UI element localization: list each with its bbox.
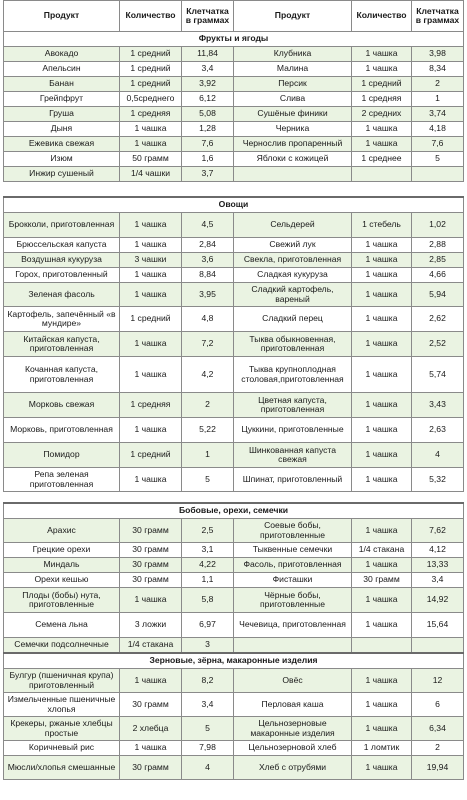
fiber-cell: 2 <box>182 393 234 418</box>
product-cell: Персик <box>234 77 352 92</box>
fiber-cell: 19,94 <box>412 756 464 780</box>
product-cell: Малина <box>234 62 352 77</box>
product-cell: Цветная капуста, приготовленная <box>234 393 352 418</box>
product-cell: Крекеры, ржаные хлебцы простые <box>4 717 120 741</box>
fiber-cell: 1,1 <box>182 573 234 588</box>
product-cell: Цуккини, приготовленные <box>234 418 352 443</box>
product-cell: Дыня <box>4 122 120 137</box>
fiber-cell: 7,6 <box>412 137 464 152</box>
section-gap-cell <box>4 492 464 504</box>
quantity-cell: 1 чашка <box>352 558 412 573</box>
quantity-cell: 1 чашка <box>120 357 182 393</box>
product-cell: Мюсли/хлопья смешанные <box>4 756 120 780</box>
product-cell: Семечки подсолнечные <box>4 638 120 654</box>
product-cell: Фисташки <box>234 573 352 588</box>
product-cell: Сладкая кукуруза <box>234 268 352 283</box>
product-cell: Сельдерей <box>234 213 352 238</box>
product-cell: Свекла, приготовленная <box>234 253 352 268</box>
quantity-cell: 30 грамм <box>120 543 182 558</box>
fiber-cell: 4,12 <box>412 543 464 558</box>
product-cell: Перловая каша <box>234 693 352 717</box>
table-row <box>4 558 464 573</box>
table-row <box>4 669 464 693</box>
fiber-cell: 5,32 <box>412 468 464 492</box>
fiber-cell: 2,63 <box>412 418 464 443</box>
table-row <box>4 543 464 558</box>
header-product-2: Продукт <box>234 1 352 32</box>
fiber-cell: 3,74 <box>412 107 464 122</box>
fiber-cell: 1,6 <box>182 152 234 167</box>
quantity-cell: 1 чашка <box>352 393 412 418</box>
fiber-cell: 3,4 <box>182 693 234 717</box>
product-cell: Зеленая фасоль <box>4 283 120 307</box>
product-cell: Апельсин <box>4 62 120 77</box>
fiber-cell: 6 <box>412 693 464 717</box>
product-cell: Свежий лук <box>234 238 352 253</box>
fiber-cell: 7,6 <box>182 137 234 152</box>
quantity-cell: 1 среднее <box>352 152 412 167</box>
fiber-cell <box>412 638 464 654</box>
table-row <box>4 107 464 122</box>
table-row <box>4 253 464 268</box>
fiber-cell: 8,2 <box>182 669 234 693</box>
quantity-cell: 1 чашка <box>120 137 182 152</box>
table-row <box>4 588 464 613</box>
quantity-cell: 1 средний <box>120 62 182 77</box>
section-header-row <box>4 32 464 47</box>
table-row <box>4 77 464 92</box>
product-cell <box>234 167 352 182</box>
quantity-cell: 1 средняя <box>352 92 412 107</box>
product-cell: Измельченные пшеничные хлопья <box>4 693 120 717</box>
quantity-cell: 1 чашка <box>120 268 182 283</box>
fiber-cell: 7,62 <box>412 519 464 543</box>
table-row <box>4 693 464 717</box>
table-row <box>4 122 464 137</box>
fiber-cell: 5 <box>182 468 234 492</box>
fiber-cell: 13,33 <box>412 558 464 573</box>
product-cell: Чёрные бобы, приготовленные <box>234 588 352 613</box>
product-cell: Орехи кешью <box>4 573 120 588</box>
quantity-cell: 1 стебель <box>352 213 412 238</box>
table-row <box>4 357 464 393</box>
quantity-cell: 30 грамм <box>120 558 182 573</box>
fiber-cell: 6,34 <box>412 717 464 741</box>
quantity-cell: 1 чашка <box>352 756 412 780</box>
fiber-cell: 4,18 <box>412 122 464 137</box>
table-row <box>4 47 464 62</box>
fiber-cell: 8,34 <box>412 62 464 77</box>
table-row <box>4 756 464 780</box>
section-title: Бобовые, орехи, семечки <box>4 503 464 519</box>
fiber-cell: 4 <box>182 756 234 780</box>
quantity-cell: 50 грамм <box>120 152 182 167</box>
table-row <box>4 167 464 182</box>
fiber-cell: 4 <box>412 443 464 468</box>
quantity-cell: 1 чашка <box>352 418 412 443</box>
table-row <box>4 137 464 152</box>
product-cell: Сушёные финики <box>234 107 352 122</box>
header-quantity-2: Количество <box>352 1 412 32</box>
fiber-table <box>3 0 464 780</box>
section-title: Овощи <box>4 197 464 213</box>
quantity-cell: 1 чашка <box>352 47 412 62</box>
product-cell: Банан <box>4 77 120 92</box>
fiber-cell: 5,94 <box>412 283 464 307</box>
table-row <box>4 268 464 283</box>
quantity-cell: 1 средний <box>352 77 412 92</box>
fiber-cell: 12 <box>412 669 464 693</box>
quantity-cell: 1 чашка <box>352 669 412 693</box>
fiber-cell: 14,92 <box>412 588 464 613</box>
quantity-cell: 2 средних <box>352 107 412 122</box>
product-cell: Груша <box>4 107 120 122</box>
product-cell: Тыквенные семечки <box>234 543 352 558</box>
quantity-cell: 1 чашка <box>120 283 182 307</box>
table-row <box>4 213 464 238</box>
product-cell: Тыква обыкновенная, приготовленная <box>234 332 352 357</box>
quantity-cell: 1 чашка <box>352 332 412 357</box>
product-cell <box>234 638 352 654</box>
fiber-cell: 1 <box>182 443 234 468</box>
product-cell: Авокадо <box>4 47 120 62</box>
fiber-cell: 3,95 <box>182 283 234 307</box>
fiber-cell: 3,1 <box>182 543 234 558</box>
quantity-cell: 30 грамм <box>120 693 182 717</box>
fiber-cell: 3,98 <box>412 47 464 62</box>
table-row <box>4 638 464 654</box>
product-cell: Китайская капуста, приготовленная <box>4 332 120 357</box>
fiber-cell: 1,28 <box>182 122 234 137</box>
quantity-cell: 1 чашка <box>120 238 182 253</box>
quantity-cell: 1 чашка <box>120 418 182 443</box>
quantity-cell: 30 грамм <box>120 756 182 780</box>
product-cell: Яблоки с кожицей <box>234 152 352 167</box>
fiber-cell: 7,98 <box>182 741 234 756</box>
fiber-cell: 4,66 <box>412 268 464 283</box>
section-title: Зерновые, зёрна, макаронные изделия <box>4 653 464 669</box>
product-cell: Грейпфрут <box>4 92 120 107</box>
product-cell: Плоды (бобы) нута, приготовленные <box>4 588 120 613</box>
product-cell: Семена льна <box>4 613 120 638</box>
quantity-cell: 1 чашка <box>352 253 412 268</box>
fiber-cell: 1 <box>412 92 464 107</box>
fiber-cell: 2,52 <box>412 332 464 357</box>
quantity-cell: 1 средняя <box>120 107 182 122</box>
quantity-cell: 1 чашка <box>352 283 412 307</box>
product-cell: Морковь, приготовленная <box>4 418 120 443</box>
table-row <box>4 418 464 443</box>
fiber-cell: 2,85 <box>412 253 464 268</box>
section-gap <box>4 182 464 198</box>
product-cell: Цельнозерновые макаронные изделия <box>234 717 352 741</box>
fiber-cell: 6,12 <box>182 92 234 107</box>
product-cell: Шпинат, приготовленный <box>234 468 352 492</box>
product-cell: Сладкий картофель, вареный <box>234 283 352 307</box>
section-gap-cell <box>4 182 464 198</box>
table-row <box>4 283 464 307</box>
table-row <box>4 741 464 756</box>
product-cell: Тыква крупноплодная столовая,приготовленная <box>234 357 352 393</box>
quantity-cell: 1 чашка <box>352 693 412 717</box>
fiber-cell: 5 <box>412 152 464 167</box>
quantity-cell: 1 чашка <box>352 588 412 613</box>
fiber-cell: 3 <box>182 638 234 654</box>
table-row <box>4 613 464 638</box>
quantity-cell: 3 ложки <box>120 613 182 638</box>
product-cell: Ежевика свежая <box>4 137 120 152</box>
product-cell: Хлеб с отрубями <box>234 756 352 780</box>
quantity-cell <box>352 167 412 182</box>
table-row <box>4 519 464 543</box>
quantity-cell: 1 чашка <box>352 443 412 468</box>
product-cell: Шинкованная капуста свежая <box>234 443 352 468</box>
product-cell: Фасоль, приготовленная <box>234 558 352 573</box>
fiber-cell: 3,4 <box>412 573 464 588</box>
table-row <box>4 393 464 418</box>
fiber-cell: 3,6 <box>182 253 234 268</box>
fiber-cell: 15,64 <box>412 613 464 638</box>
quantity-cell: 1 ломтик <box>352 741 412 756</box>
product-cell: Чернослив пропаренный <box>234 137 352 152</box>
product-cell: Грецкие орехи <box>4 543 120 558</box>
fiber-cell: 2 <box>412 741 464 756</box>
table-row <box>4 717 464 741</box>
quantity-cell: 1 средняя <box>120 393 182 418</box>
quantity-cell: 1 чашка <box>352 307 412 332</box>
product-cell: Миндаль <box>4 558 120 573</box>
fiber-cell: 2,88 <box>412 238 464 253</box>
quantity-cell: 30 грамм <box>352 573 412 588</box>
quantity-cell: 1 чашка <box>352 268 412 283</box>
fiber-cell: 5,22 <box>182 418 234 443</box>
table-row <box>4 307 464 332</box>
product-cell: Картофель, запечённый «в мундире» <box>4 307 120 332</box>
product-cell: Черника <box>234 122 352 137</box>
table-row <box>4 468 464 492</box>
table-row <box>4 443 464 468</box>
product-cell: Сладкий перец <box>234 307 352 332</box>
product-cell: Брюссельская капуста <box>4 238 120 253</box>
product-cell: Кочанная капуста, приготовленная <box>4 357 120 393</box>
section-gap <box>4 492 464 504</box>
fiber-cell: 11,84 <box>182 47 234 62</box>
quantity-cell: 2 хлебца <box>120 717 182 741</box>
quantity-cell: 1 средний <box>120 443 182 468</box>
quantity-cell: 1/4 стакана <box>352 543 412 558</box>
quantity-cell: 1 средний <box>120 47 182 62</box>
quantity-cell: 30 грамм <box>120 573 182 588</box>
quantity-cell: 1 чашка <box>120 332 182 357</box>
product-cell: Булгур (пшеничная крупа) приготовленный <box>4 669 120 693</box>
section-header-row <box>4 653 464 669</box>
product-cell: Помидор <box>4 443 120 468</box>
quantity-cell: 1/4 чашки <box>120 167 182 182</box>
quantity-cell: 1 чашка <box>352 62 412 77</box>
table-row <box>4 92 464 107</box>
fiber-cell: 1,02 <box>412 213 464 238</box>
fiber-cell: 2,84 <box>182 238 234 253</box>
product-cell: Коричневый рис <box>4 741 120 756</box>
fiber-cell: 5,08 <box>182 107 234 122</box>
fiber-cell: 2,62 <box>412 307 464 332</box>
table-row <box>4 152 464 167</box>
fiber-cell: 2,5 <box>182 519 234 543</box>
product-cell: Изюм <box>4 152 120 167</box>
fiber-cell: 2 <box>412 77 464 92</box>
product-cell: Горох, приготовленный <box>4 268 120 283</box>
header-fiber-2: Клетчатка в граммах <box>412 1 464 32</box>
header-quantity: Количество <box>120 1 182 32</box>
fiber-cell: 5,8 <box>182 588 234 613</box>
product-cell: Клубника <box>234 47 352 62</box>
product-cell: Цельнозерновой хлеб <box>234 741 352 756</box>
product-cell: Инжир сушеный <box>4 167 120 182</box>
quantity-cell: 1 чашка <box>352 238 412 253</box>
fiber-cell: 6,97 <box>182 613 234 638</box>
quantity-cell: 1 чашка <box>352 137 412 152</box>
table-row <box>4 238 464 253</box>
header-row <box>4 1 464 32</box>
table-row <box>4 573 464 588</box>
quantity-cell: 0,5среднего <box>120 92 182 107</box>
table-row <box>4 332 464 357</box>
product-cell: Воздушная кукуруза <box>4 253 120 268</box>
quantity-cell: 1/4 стакана <box>120 638 182 654</box>
quantity-cell: 1 средний <box>120 307 182 332</box>
quantity-cell: 1 чашка <box>352 613 412 638</box>
quantity-cell: 1 чашка <box>120 122 182 137</box>
product-cell: Овёс <box>234 669 352 693</box>
section-title: Фрукты и ягоды <box>4 32 464 47</box>
product-cell: Арахис <box>4 519 120 543</box>
header-fiber: Клетчатка в граммах <box>182 1 234 32</box>
quantity-cell: 1 чашка <box>120 741 182 756</box>
section-header-row <box>4 503 464 519</box>
fiber-cell: 4,2 <box>182 357 234 393</box>
fiber-cell: 8,84 <box>182 268 234 283</box>
fiber-cell: 3,92 <box>182 77 234 92</box>
fiber-cell: 5,74 <box>412 357 464 393</box>
quantity-cell: 3 чашки <box>120 253 182 268</box>
header-product: Продукт <box>4 1 120 32</box>
section-header-row <box>4 197 464 213</box>
quantity-cell: 1 чашка <box>120 588 182 613</box>
quantity-cell <box>352 638 412 654</box>
fiber-cell: 3,4 <box>182 62 234 77</box>
product-cell: Морковь свежая <box>4 393 120 418</box>
quantity-cell: 1 чашка <box>352 357 412 393</box>
fiber-cell: 3,7 <box>182 167 234 182</box>
fiber-cell <box>412 167 464 182</box>
quantity-cell: 1 чашка <box>352 122 412 137</box>
product-cell: Соевые бобы, приготовленные <box>234 519 352 543</box>
fiber-cell: 4,22 <box>182 558 234 573</box>
quantity-cell: 1 чашка <box>352 717 412 741</box>
fiber-cell: 7,2 <box>182 332 234 357</box>
quantity-cell: 1 чашка <box>120 669 182 693</box>
quantity-cell: 1 чашка <box>352 468 412 492</box>
product-cell: Репа зеленая приготовленная <box>4 468 120 492</box>
product-cell: Чечевица, приготовленная <box>234 613 352 638</box>
quantity-cell: 1 чашка <box>120 213 182 238</box>
quantity-cell: 1 чашка <box>352 519 412 543</box>
product-cell: Брокколи, приготовленная <box>4 213 120 238</box>
fiber-cell: 4,8 <box>182 307 234 332</box>
fiber-cell: 3,43 <box>412 393 464 418</box>
product-cell: Слива <box>234 92 352 107</box>
quantity-cell: 30 грамм <box>120 519 182 543</box>
fiber-cell: 5 <box>182 717 234 741</box>
table-row <box>4 62 464 77</box>
quantity-cell: 1 чашка <box>120 468 182 492</box>
quantity-cell: 1 средний <box>120 77 182 92</box>
fiber-cell: 4,5 <box>182 213 234 238</box>
